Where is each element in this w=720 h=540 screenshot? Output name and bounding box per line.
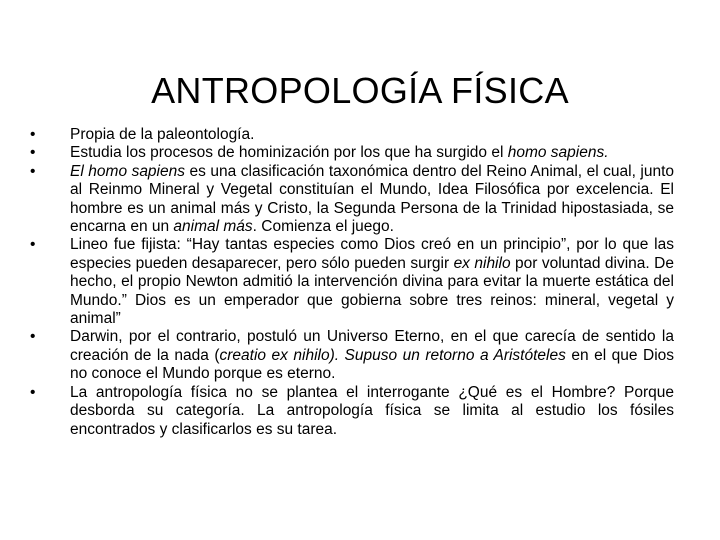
italic-text-segment: ex nihilo — [453, 254, 511, 272]
text-segment: Propia de la paleontología. — [70, 126, 255, 143]
italic-text-segment: El homo sapiens — [70, 162, 185, 180]
bullet-item — [30, 144, 674, 162]
text-segment: Estudia los procesos de hominización por los que ha surgido el — [70, 144, 508, 162]
text-segment: por voluntad divina. De hecho, el propio Newton admitió la intervención divina para evitar la muerte estática del Mundo.” Dios es un emperador que gobierna sobre tres reinos: mineral, vegetal y animal” — [70, 254, 674, 328]
text-segment: en el que Dios no conoce el Mundo porque es eterno. — [70, 346, 675, 383]
bullet-icon: • — [30, 383, 36, 401]
bullet-item — [30, 384, 674, 439]
slide-title: ANTROPOLOGÍA FÍSICA — [151, 70, 569, 112]
bullet-text — [70, 384, 674, 438]
text-segment: Darwin, por el contrario, postuló un Universo Eterno, en el que carecía de sentido la creación de la nada ( — [70, 328, 674, 364]
text-segment: Lineo fue fijista: “Hay tantas especies como Dios creó en un principio”, por lo que las especies pueden desaparecer, pero sólo pueden surgir — [70, 236, 674, 272]
bullet-text — [70, 126, 254, 143]
italic-text-segment: homo sapiens. — [507, 144, 609, 162]
bullet-icon: • — [30, 236, 36, 254]
italic-text-segment: animal más — [173, 218, 253, 236]
bullet-text — [70, 328, 674, 382]
bullet-icon: • — [30, 328, 36, 346]
bullet-text — [70, 163, 674, 235]
bullet-text — [70, 236, 674, 327]
italic-text-segment: creatio ex nihilo). Supuso un retorno a Aristóteles — [219, 346, 566, 364]
bullet-item — [30, 328, 674, 383]
bullet-list — [30, 126, 674, 439]
text-segment: La antropología física no se plantea el interrogante ¿Qué es el Hombre? Porque desborda su categoría. La antropología física se limita al estudio los fósiles encontrados y clasificarlos es su tarea. — [70, 383, 674, 438]
bullet-icon: • — [30, 126, 36, 143]
bullet-item — [30, 126, 674, 144]
bullet-icon: • — [30, 144, 36, 162]
bullet-icon: • — [30, 162, 36, 180]
bullet-item — [30, 163, 674, 237]
text-segment: es una clasificación taxonómica dentro del Reino Animal, el cual, junto al Reinmo Mineral y Vegetal constituían el Mundo, Idea Filosófica por excelencia. El hombre es un animal más y Cristo, la Segunda Persona de la Trinidad hipostasiada, se encarna en un — [70, 162, 674, 236]
bullet-text — [70, 144, 609, 161]
text-segment: . Comienza el juego. — [252, 218, 394, 236]
bullet-item — [30, 236, 674, 328]
